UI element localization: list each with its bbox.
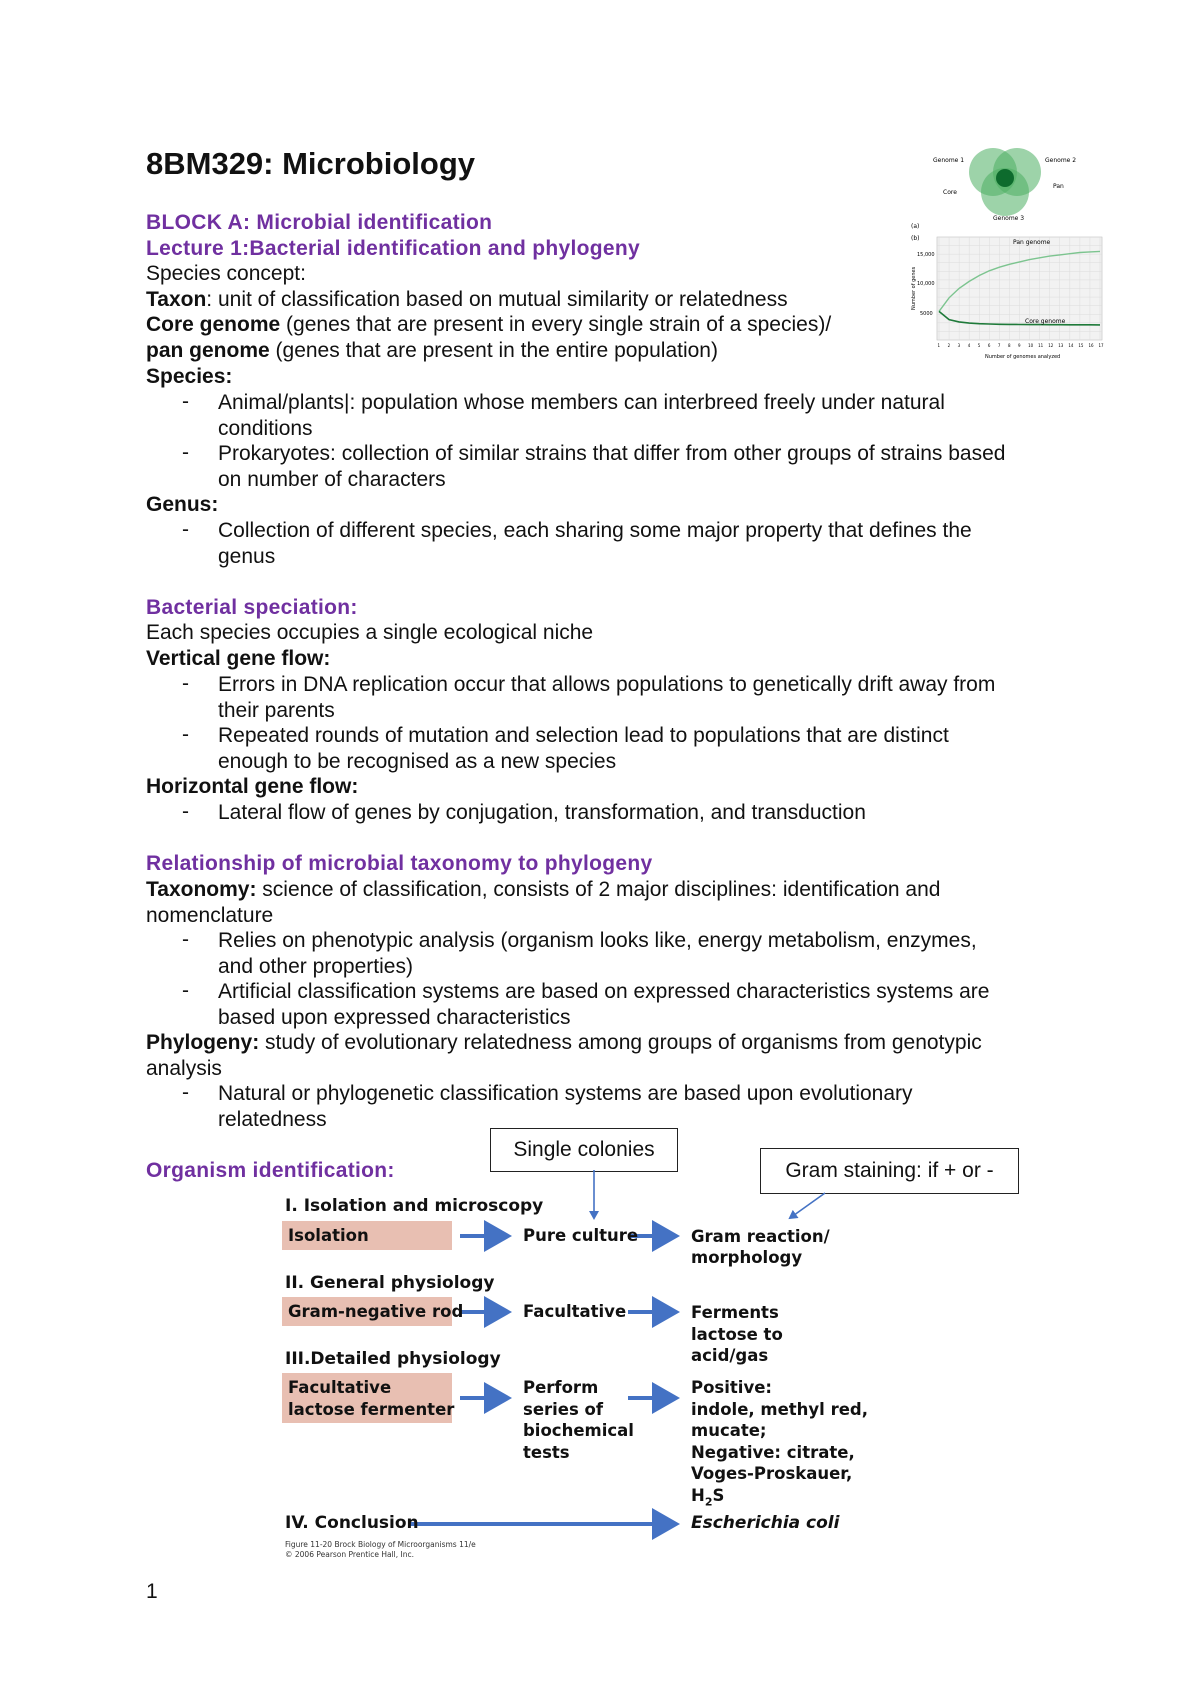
species-bullet-prokaryotes: Prokaryotes: collection of similar strains that differ from other groups of strains based on number of characters	[218, 442, 1006, 491]
single-colonies-callout: Single colonies	[490, 1128, 678, 1172]
flow-heading-general: II. General physiology	[285, 1273, 495, 1293]
venn-genome3-label: Genome 3	[993, 215, 1025, 222]
flow-test-results: Positive: indole, methyl red, mucate; Negative: citrate, Voges-Proskauer, $H_2S$	[691, 1378, 868, 1508]
chart-y-label: Number of genes	[911, 266, 917, 310]
bullet-dash: -	[182, 928, 189, 951]
chart-x-tick: 14	[1068, 343, 1074, 348]
flow-ferments: Ferments lactose to acid/gas	[691, 1303, 783, 1365]
bullet-dash: -	[182, 1081, 189, 1104]
species-heading: Species:	[146, 365, 233, 388]
genus-bullet: Collection of different species, each sharing some major property that defines the genus	[218, 519, 972, 568]
chart-x-tick: 6	[987, 343, 991, 348]
vertical-bullet-mutation: Repeated rounds of mutation and selection lead to populations that are distinct enough to be recognised as a new species	[218, 724, 949, 773]
chart-x-tick: 5	[977, 343, 981, 348]
page-number: 1	[146, 1580, 158, 1603]
venn-core-label: Core	[943, 189, 957, 196]
vertical-gene-flow-heading: Vertical gene flow:	[146, 647, 331, 670]
flow-escherichia-coli: Escherichia coli	[691, 1513, 840, 1533]
chart-x-tick: 9	[1018, 343, 1021, 348]
chart-ytick-5000: 5000	[920, 311, 933, 317]
venn-panel-label: (a)	[911, 223, 920, 230]
chart-x-tick: 13	[1058, 343, 1064, 348]
chart-ytick-15000: 15,000	[917, 252, 935, 258]
flow-gram-negative-rod: Gram-negative rod	[288, 1302, 464, 1321]
phylogeny-term: Phylogeny:	[146, 1031, 260, 1054]
flow-perform-tests: Perform series of biochemical tests	[523, 1378, 634, 1462]
chart-x-tick: 7	[997, 343, 1001, 348]
horizontal-gene-flow-heading: Horizontal gene flow:	[146, 775, 359, 798]
species-bullet-animal: Animal/plants|: population whose members can interbreed freely under natural conditions	[218, 391, 945, 440]
venn-genome1-label: Genome 1	[933, 157, 965, 164]
chart-x-tick: 17	[1098, 343, 1104, 348]
chart-x-tick: 2	[947, 343, 951, 348]
species-concept-label: Species concept:	[146, 262, 306, 285]
bullet-dash: -	[182, 390, 189, 413]
pan-genome-definition: (genes that are present in the entire population)	[269, 339, 718, 362]
phylogeny-line: Phylogeny: study of evolutionary relatedness among groups of organisms from genotypic analysis	[146, 1031, 982, 1080]
core-genome-definition: (genes that are present in every single strain of a species)/	[280, 313, 832, 336]
bullet-dash: -	[182, 979, 189, 1002]
bullet-dash: -	[182, 723, 189, 746]
chart-x-tick: 15	[1078, 343, 1084, 348]
core-genome-term: Core genome	[146, 313, 281, 336]
venn-genome2-label: Genome 2	[1045, 157, 1077, 164]
lecture-heading: Lecture 1:Bacterial identification and phylogeny	[146, 237, 640, 260]
flow-heading-conclusion: IV. Conclusion	[285, 1513, 419, 1533]
chart-panel-label: (b)	[911, 235, 920, 242]
taxonomy-bullet-phenotypic: Relies on phenotypic analysis (organism looks like, energy metabolism, enzymes, and other properties)	[218, 929, 977, 978]
flow-pure-culture: Pure culture	[523, 1226, 639, 1245]
horizontal-bullet: Lateral flow of genes by conjugation, transformation, and transduction	[218, 801, 866, 824]
phylogeny-bullet: Natural or phylogenetic classification systems are based upon evolutionary relatedness	[218, 1082, 913, 1131]
speciation-line: Each species occupies a single ecological niche	[146, 621, 594, 644]
speciation-heading: Bacterial speciation:	[146, 596, 358, 619]
pan-genome-term: pan genome	[146, 339, 270, 362]
taxonomy-bullet-artificial: Artificial classification systems are based on expressed characteristics systems are based upon expressed characteristics	[218, 980, 990, 1029]
block-heading: BLOCK A: Microbial identification	[146, 211, 493, 234]
venn-pan-label: Pan	[1053, 183, 1064, 190]
chart-x-label: Number of genomes analyzed	[985, 354, 1061, 360]
bullet-dash: -	[182, 800, 189, 823]
figure-credit: Figure 11-20 Brock Biology of Microorganisms 11/e © 2006 Pearson Prentice Hall, Inc.	[285, 1540, 476, 1559]
core-genome-label: Core genome	[1025, 318, 1066, 325]
flow-gram-reaction: Gram reaction/ morphology	[691, 1227, 830, 1267]
pan-genome-label: Pan genome	[1013, 239, 1051, 246]
chart-x-tick: 1	[937, 343, 941, 348]
taxonomy-line: Taxonomy: science of classification, consists of 2 major disciplines: identification and nomenclature	[146, 878, 941, 927]
arrow-gram-staining	[790, 1193, 825, 1218]
chart-ytick-10000: 10,000	[917, 281, 935, 287]
flow-facultative-lactose: Facultative lactose fermenter	[288, 1378, 455, 1419]
chart-x-tick: 12	[1048, 343, 1054, 348]
flow-heading-isolation: I. Isolation and microscopy	[285, 1196, 544, 1216]
chart-x-tick: 11	[1038, 343, 1044, 348]
bullet-dash: -	[182, 672, 189, 695]
chart-x-tick: 16	[1088, 343, 1094, 348]
taxon-definition: : unit of classification based on mutual similarity or relatedness	[206, 288, 788, 311]
taxon-term: Taxon	[146, 288, 207, 311]
relationship-heading: Relationship of microbial taxonomy to phylogeny	[146, 852, 653, 875]
chart-x-tick: 3	[957, 343, 961, 348]
organism-identification-heading: Organism identification:	[146, 1159, 395, 1182]
taxonomy-term: Taxonomy:	[146, 878, 257, 901]
bullet-dash: -	[182, 518, 189, 541]
chart-x-tick: 8	[1007, 343, 1011, 348]
page-title: 8BM329: Microbiology	[146, 146, 475, 181]
vertical-bullet-errors: Errors in DNA replication occur that allows populations to genetically drift away from their parents	[218, 673, 996, 722]
gram-staining-callout: Gram staining: if + or -	[760, 1148, 1019, 1194]
chart-x-tick: 4	[967, 343, 971, 348]
flow-isolation: Isolation	[288, 1226, 369, 1245]
flow-heading-detailed: III.Detailed physiology	[285, 1349, 501, 1369]
chart-x-tick: 10	[1028, 343, 1034, 348]
bullet-dash: -	[182, 441, 189, 464]
flow-facultative: Facultative	[523, 1302, 627, 1321]
genus-heading: Genus:	[146, 493, 219, 516]
